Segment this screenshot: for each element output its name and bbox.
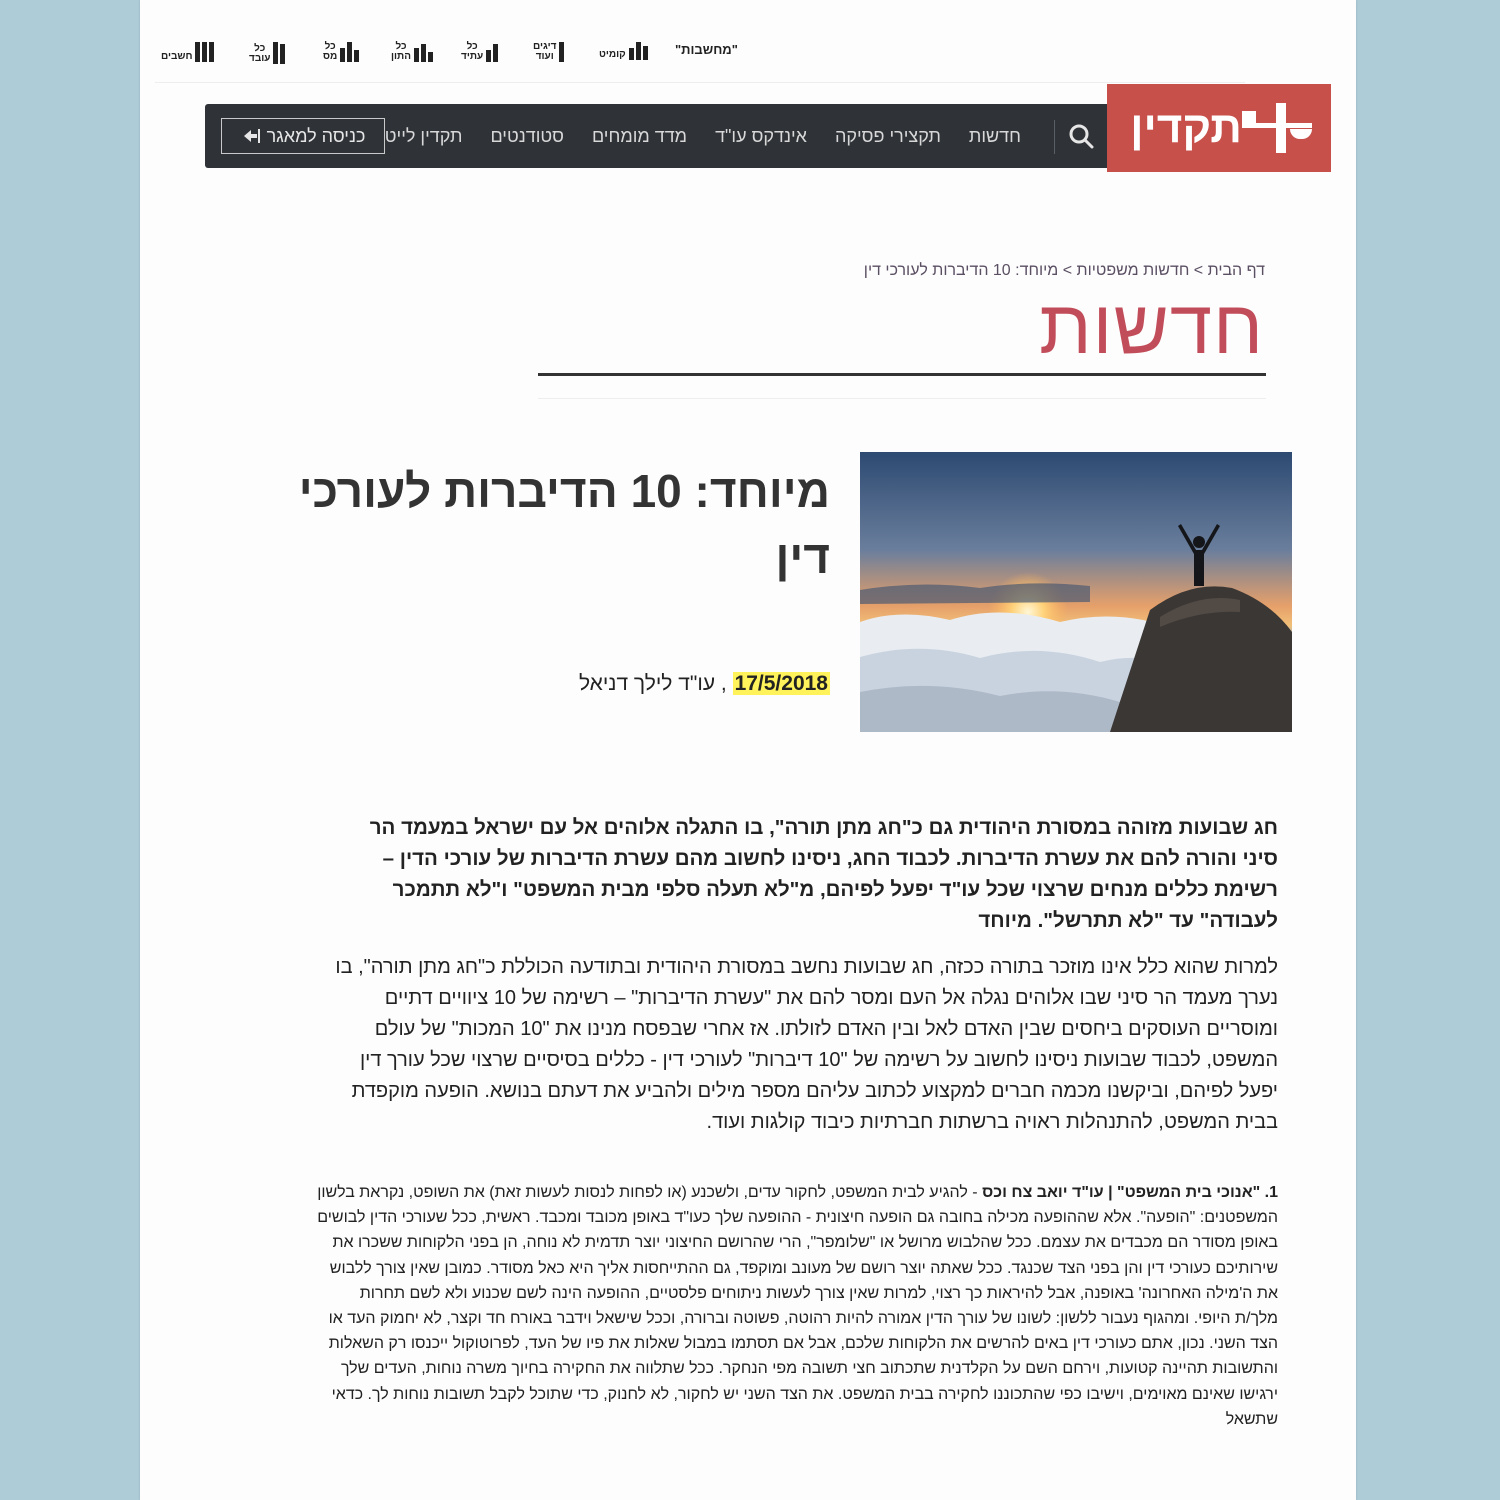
network-site-label: כל התון (391, 41, 411, 62)
site-logo-icon (340, 42, 359, 62)
article-title: מיוחד: 10 הדיברות לעורכי דין (298, 465, 830, 583)
section-divider (538, 373, 1266, 376)
network-site-6[interactable] (323, 42, 359, 62)
article-paragraph: למרות שהוא כלל אינו מוזכר בתורה ככזה, חג שבועות נחשב במסורת היהודית ובתודעה הכוללת כ"חג מתן תורה", בו נערך מעמד הר סיני שבו אלוהים נגלה אל העם ומסר להם את "עשרת הדיברות" – רשימה של 10 ציוויים דתיים ומוסריים העוסקים ביחסים שבין האדם לאל ובין האדם לזולתו. אז אחרי שבפסח מנינו את "10 המכות" של עולם המשפט, לכבוד שבועות ניסינו לחשוב על רשימה של "10 דיברות" לעורכי דין - כללים בסיסיים שרצוי שכל עורך דין יפעל לפיהם, וביקשנו מכמה חברים למקצוע לכתוב עליהם מספר מילים ולהביע את דעתם בנושא. הופעה מוקפדת בבית המשפט, להתנהלות ראויה ברשתות חברתיות כיבוד קולגות ועוד. (335, 956, 1278, 1133)
network-site-label: כל עובד (249, 43, 271, 64)
login-button[interactable] (221, 118, 385, 154)
nav-item-students[interactable]: סטודנטים (490, 125, 564, 146)
nav-menu (385, 104, 1021, 168)
commandment-item-1-text: - להגיע לבית המשפט, לחקור עדים, ולשכנע (או לפחות לנסות לעשות זאת) את השופט, נקראת בלשון המשפטנים: "הופעה". אלא שההופעה מכילה בחובה גם הופעה חיצונית - ההופעה שלך כעו"ד באופן מכובד ומכבד. ראשית, ככל שעורכי הדין לבושים באופן מסודר הם מכבדים את עצמם. ככל שהלבוש מרושל או "שלומפר", הרי שהרושם החיצוני יוצר תדמית לא נוחה, הן בפני הלקוחות ששכרו את שירותיכם כעורכי דין והן בפני הצד שכנגד. ככל שאתה יוצר רושם של מעונב ומוקפד, גם ההתייחסות אליך היא כאל מסודר. כמובן שאין צורך ללבוש את ה'מילה האחרונה' באופנה, אבל להיראות כך רצוי, למרות שאין צורך לעשות ניתוחים פלסטיים, ההופעה הינה לשם שכנוע ולא לשם תחרות מלך/ת היופי. ומהגוף נעבור ללשון: לשונו של עורך הדין אמורה להיות רהוטה, פשוטה וברורה, וככל שישאל וידבר באורח חד וקצר, לא יחמוק העד או הצד השני. נכון, אתם כעורכי דין באים להרשים את הלקוחות שלכם, אבל אם תסתמו במבול שאלות את פיו של העד, לפרוטוקול ייכנסו רק השאלות והתשובות תהיינה קטועות, וירחם השם על הקלדנית שתכתוב חצי תשובה מפי הנחקר. ככל שתלווה את החקירה בחיוך משרה נוחות, העדים שלך ירגישו שאינם מאוימים, וישיבו כפי שהתכוננו לחקירה בבית המשפט. את הצד השני יש לחקור, לא לחנוק, כדי שתוכל לקבל תשובות נוחות לך. כדאי שתשאל (317, 1184, 1278, 1428)
network-site-label: כל מס (323, 41, 338, 62)
network-site-label: קומיט (599, 49, 626, 60)
login-arrow-icon (241, 127, 261, 145)
commandment-item-1 (316, 1180, 1278, 1432)
network-site-5[interactable] (391, 42, 433, 62)
network-site-3[interactable] (533, 42, 564, 62)
nav-item-experts[interactable]: מדד מומחים (591, 125, 688, 146)
article-author: , עו"ד לילך דניאל (578, 672, 727, 695)
article-date: 17/5/2018 (734, 672, 828, 695)
breadcrumb[interactable]: דף הבית > חדשות משפטיות > מיוחד: 10 הדיברות לעורכי דין (863, 262, 1265, 279)
network-site-label: חשבים (161, 51, 193, 62)
network-site-label: דיגים ועוד (533, 41, 557, 62)
nav-item-lite[interactable]: תקדין לייט (384, 125, 463, 146)
network-site-4[interactable] (461, 42, 498, 62)
network-site-label: כל עתיד (461, 41, 484, 62)
site-logo-icon (629, 42, 648, 60)
network-site-2[interactable] (599, 42, 648, 60)
login-button-label: כניסה למאגר (266, 125, 366, 146)
brand-name: תקדין (1130, 103, 1242, 152)
site-logo-icon (414, 44, 433, 62)
network-site-7[interactable] (249, 42, 285, 64)
site-logo-icon (273, 42, 285, 64)
nav-item-lawyers-index[interactable]: אינדקס עו"ד (715, 125, 807, 146)
network-site-1[interactable] (675, 42, 738, 57)
scales-icon (1242, 103, 1312, 153)
site-logo-icon (559, 42, 564, 62)
main-navbar (205, 104, 1107, 168)
nav-item-rulings[interactable]: תקצירי פסיקה (834, 125, 941, 146)
nav-item-news[interactable]: חדשות (968, 125, 1021, 146)
article-meta (579, 672, 830, 696)
search-icon[interactable] (1067, 122, 1095, 150)
commandment-item-1-title: 1. "אנוכי בית המשפט" | עו"ד יואב צח וכס (982, 1184, 1278, 1201)
network-site-label: "מחשבות" (675, 42, 738, 57)
brand-logo[interactable] (1107, 84, 1331, 172)
site-logo-icon (486, 44, 498, 62)
site-logo-icon (195, 42, 214, 62)
article-hero-image (860, 452, 1292, 732)
network-site-8[interactable] (161, 42, 214, 62)
divider (538, 398, 1266, 399)
nav-divider (1054, 120, 1055, 154)
section-title: חדשות (1039, 285, 1264, 370)
network-sites-bar (155, 30, 1245, 83)
article-lead: חג שבועות מזוהה במסורת היהודית גם כ"חג מתן תורה", בו התגלה אלוהים אל עם ישראל במעמד הר סיני והורה להם את עשרת הדיברות. לכבוד החג, ניסינו לחשוב מהם עשרת הדיברות של עורכי הדין – רשימת כללים מנחים שרצוי שכל עו"ד יפעל לפיהם, מ"לא תעלה סלפי מבית המשפט" ו"לא תתמכר לעבודה" עד "לא תתרשל". מיוחד (369, 816, 1278, 932)
